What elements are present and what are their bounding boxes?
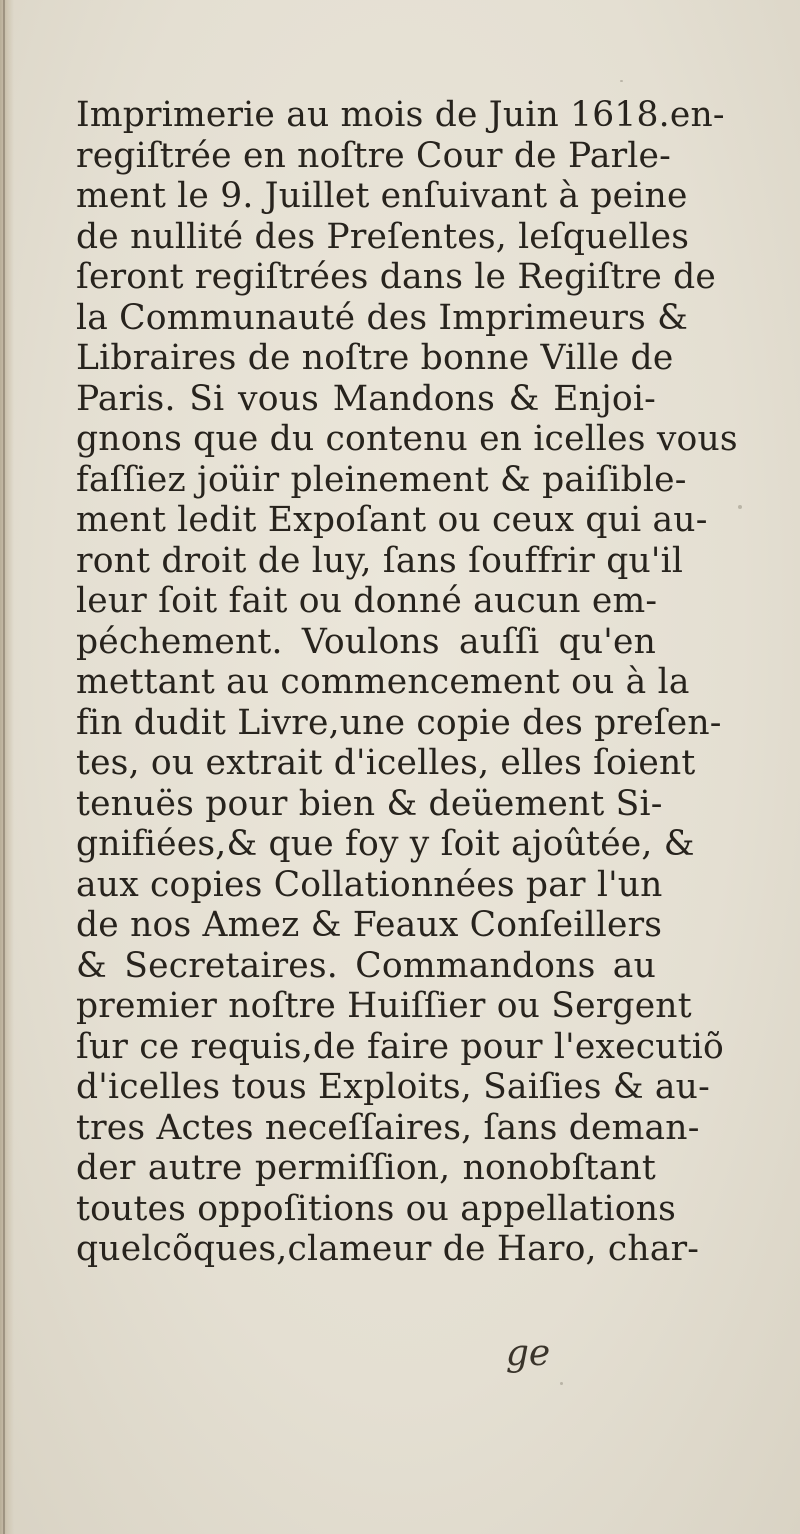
text-line-20: aux copies Collationnées par l'un (76, 864, 663, 905)
text-line-3: ment le 9. Juillet enſuivant à peine (76, 176, 688, 216)
text-line-24: ſur ce requis,de faire pour l'executiõ (76, 1026, 724, 1067)
text-line-18: tenuës pour bien & deüement Si- (76, 783, 663, 824)
text-line-11: ment ledit Expoſant ou ceux qui au- (76, 500, 708, 540)
catchword: ge (505, 1333, 551, 1374)
paper-speck (620, 80, 623, 82)
text-line-29: quelcõques,clameur de Haro, char- (76, 1229, 700, 1269)
text-line-25: d'icelles tous Exploits, Saiſies & au- (76, 1067, 710, 1107)
text-line-7: Libraires de noſtre bonne Ville de (76, 338, 674, 378)
text-line-6: la Communauté des Imprimeurs & (76, 297, 688, 338)
text-line-28: toutes oppoſitions ou appellations (76, 1188, 677, 1229)
text-line-8: Paris. Si vous Mandons & Enjoi- (76, 378, 656, 419)
text-line-21: de nos Amez & Feaux Conſeillers (76, 905, 663, 945)
text-line-4: de nullité des Preſentes, leſquelles (76, 216, 690, 257)
paper-speck (738, 505, 742, 509)
text-line-13: leur ſoit fait ou donné aucun em- (76, 581, 658, 621)
body-text (76, 95, 738, 1270)
text-line-22: & Secretaires. Commandons au (76, 945, 656, 986)
text-line-17: tes, ou extrait d'icelles, elles ſoient (76, 743, 696, 783)
text-line-9: gnons que du contenu en icelles vous (76, 419, 738, 459)
text-line-16: fin dudit Livre,une copie des preſen- (76, 702, 722, 743)
text-line-15: mettant au commencement ou à la (76, 662, 690, 702)
text-line-5: ſeront regiſtrées dans le Regiſtre de (76, 257, 717, 297)
text-line-1: Imprimerie au mois de Juin 1618.en- (76, 95, 725, 135)
text-line-19: gnifiées,& que foy y ſoit ajoûtée, & (76, 824, 695, 864)
text-line-26: tres Actes neceſſaires, ſans deman- (76, 1107, 700, 1148)
paper-speck (560, 1382, 563, 1385)
binding-edge-line (3, 0, 5, 1534)
text-line-10: faſſiez joüir pleinement & paiſible- (76, 459, 687, 500)
text-line-2: regiſtrée en noſtre Cour de Parle- (76, 135, 672, 176)
text-line-27: der autre permiſſion, nonobſtant (76, 1148, 656, 1188)
text-line-23: premier noſtre Huiſſier ou Sergent (76, 986, 692, 1026)
text-line-12: ront droit de luy, ſans ſouffrir qu'il (76, 540, 684, 581)
text-line-14: péchement. Voulons auſſi qu'en (76, 621, 656, 662)
